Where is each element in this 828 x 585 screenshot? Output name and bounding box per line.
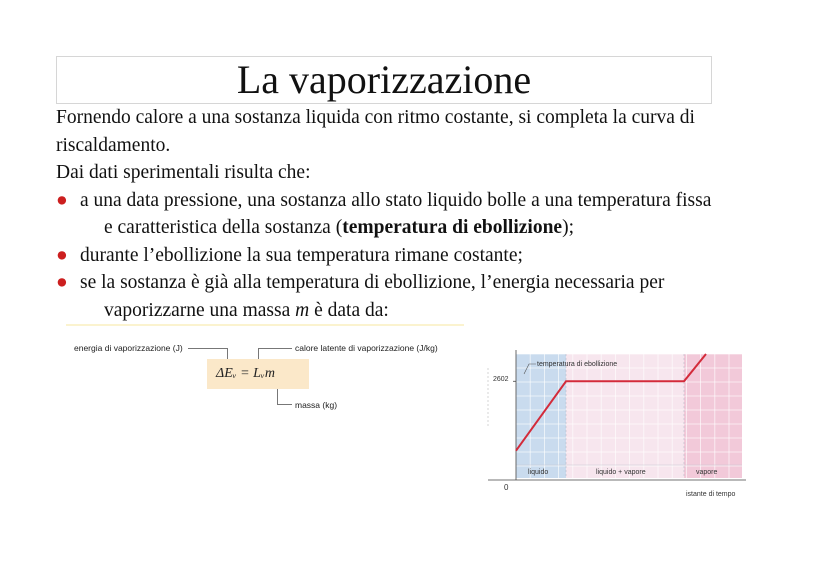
label-latent-heat: calore latente di vaporizzazione (J/kg): [295, 343, 438, 353]
heating-curve-chart: [480, 338, 760, 508]
equation: ΔEᵥ = Lᵥm: [216, 366, 275, 381]
origin-label: 0: [504, 483, 509, 492]
region-label-3: vapore: [696, 469, 718, 476]
leader-energy-h: [188, 348, 227, 349]
body-text: [56, 104, 786, 324]
region-3: [684, 354, 742, 478]
x-axis-label: istante di tempo: [686, 491, 736, 498]
leader-latent-h: [258, 348, 292, 349]
bullet-item-3: [56, 269, 786, 324]
bullet-item-1: [56, 187, 786, 242]
lead-paragraph: Dai dati sperimentali risulta che:: [56, 162, 311, 183]
leader-mass-h: [277, 404, 292, 405]
boiling-annotation: temperatura di ebollizione: [537, 361, 618, 368]
leader-mass-v: [277, 387, 278, 405]
bullet-1-line1: a una data pressione, una sostanza allo stato liquido bolle a una temperatura fissa: [80, 189, 712, 211]
bullet-item-2: [56, 242, 786, 270]
bullet-1-line2-post: );: [562, 217, 575, 238]
label-energy: energia di vaporizzazione (J): [74, 343, 183, 353]
formula-panel: [66, 323, 466, 423]
region-label-1: liquido: [528, 469, 549, 476]
y-tick-label: 2602: [493, 376, 509, 383]
bullet-3-line2: [80, 297, 786, 325]
bullet-3-line2-pre: vaporizzarne una massa: [104, 299, 296, 321]
bullet-3-line1: se la sostanza è già alla temperatura di ebollizione, l’energia necessaria per: [80, 272, 665, 293]
bullet-dot-icon: ●: [56, 189, 68, 211]
bullet-1-bold-term: temperatura di ebollizione: [342, 217, 563, 238]
intro-paragraph: Fornendo calore a una sostanza liquida con ritmo costante, si completa la curva di riscaldamento.: [56, 107, 695, 156]
bullet-1-line2: [80, 214, 786, 242]
bullet-2-text: durante l’ebollizione la sua temperatura rimane costante;: [80, 244, 523, 266]
region-label-2: liquido + vapore: [596, 469, 646, 476]
bullet-dot-icon: ●: [56, 272, 68, 293]
bullet-1-line2-pre: e caratteristica della sostanza (: [104, 217, 343, 238]
label-mass: massa (kg): [295, 400, 338, 410]
plot-area: [488, 350, 746, 480]
bullet-3-line2-post: è data da:: [309, 299, 389, 321]
bullet-dot-icon: ●: [56, 244, 68, 266]
bullet-3-variable: m: [295, 299, 310, 321]
page-title: La vaporizzazione: [236, 57, 532, 102]
formula-top-rule: [66, 324, 464, 326]
region-2: [566, 354, 684, 478]
